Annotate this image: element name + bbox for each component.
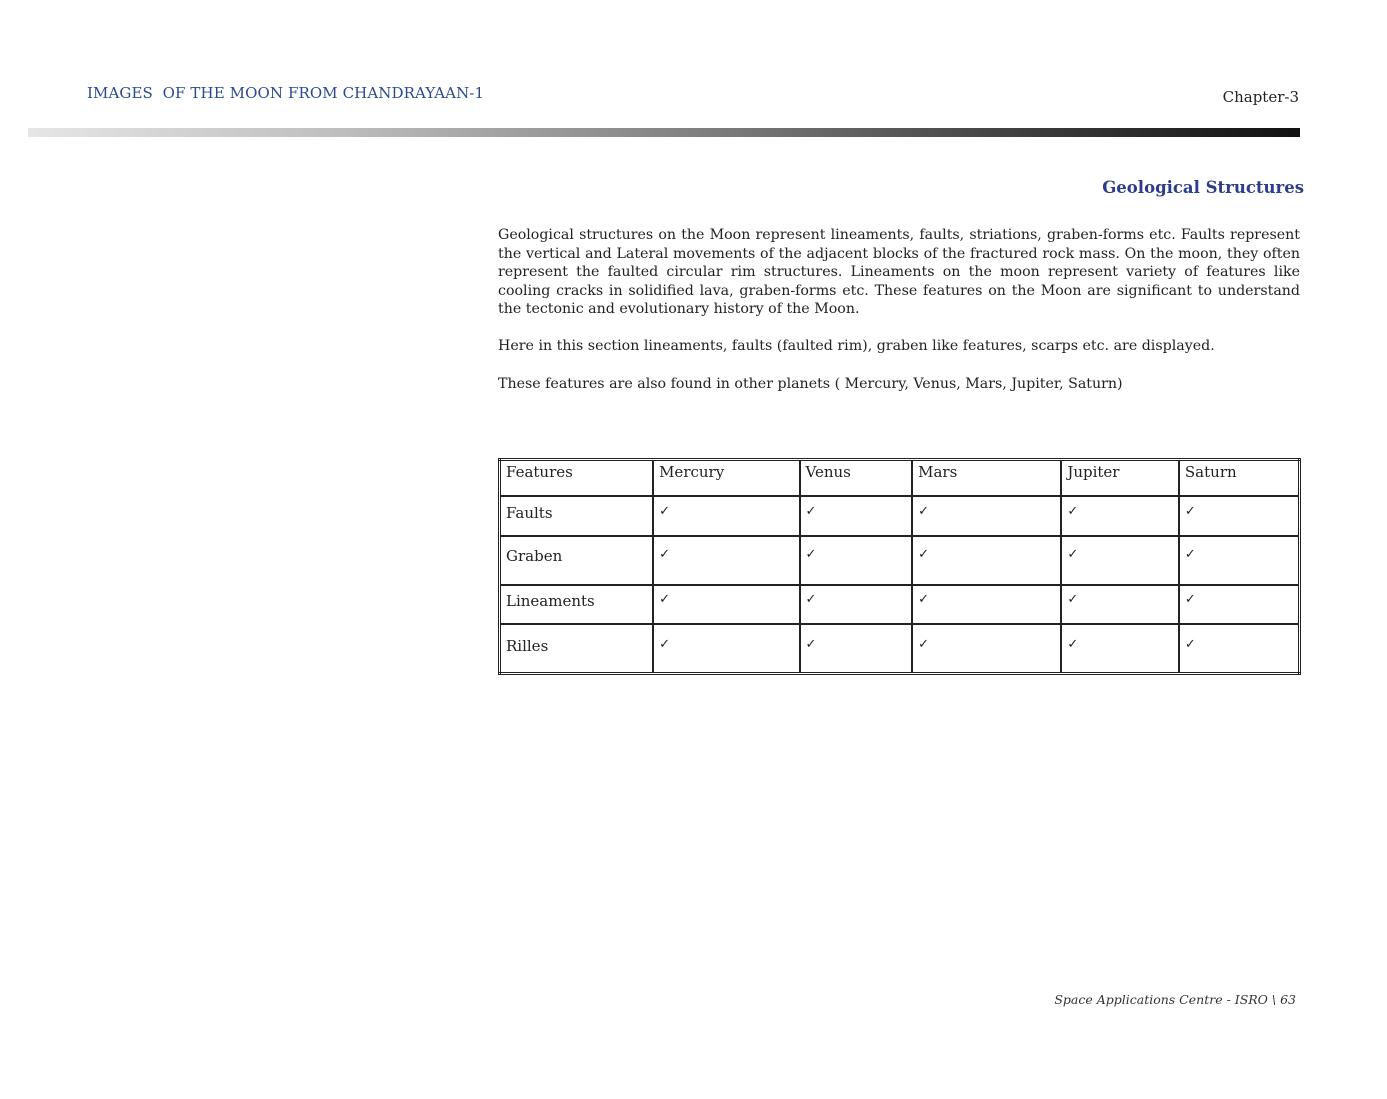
check-mark-icon: ✓ xyxy=(653,536,799,585)
check-mark-icon: ✓ xyxy=(1179,496,1300,536)
paragraph-planets: These features are also found in other planets ( Mercury, Venus, Mars, Jupiter, Saturn) xyxy=(498,375,1123,392)
features-table xyxy=(498,458,1301,675)
book-title: IMAGES OF THE MOON FROM CHANDRAYAAN-1 xyxy=(87,84,485,102)
table-header-row xyxy=(500,460,1300,497)
paragraph-display: Here in this section lineaments, faults (faulted rim), graben like features, scarps etc. are displayed. xyxy=(498,338,1215,355)
feature-name-cell: Lineaments xyxy=(500,585,654,624)
check-mark-icon: ✓ xyxy=(912,496,1061,536)
paragraph-intro: Geological structures on the Moon represent lineaments, faults, striations, graben-forms etc. Faults represent the vertical and Lateral movements of the adjacent blocks of the fractured rock mass. On the moon, they often represent the faulted circular rim structures. Lineaments on the moon represent variety of features like cooling cracks in solidified lava, graben-forms etc. These features on the Moon are significant to understand the tectonic and evolutionary history of the Moon. xyxy=(498,227,1300,318)
check-mark-icon: ✓ xyxy=(912,585,1061,624)
table-row xyxy=(500,496,1300,536)
check-mark-icon: ✓ xyxy=(1061,624,1179,674)
table-row xyxy=(500,585,1300,624)
check-mark-icon: ✓ xyxy=(800,496,913,536)
table-header-cell: Saturn xyxy=(1179,460,1300,497)
check-mark-icon: ✓ xyxy=(800,624,913,674)
check-mark-icon: ✓ xyxy=(653,624,799,674)
table-header-cell: Venus xyxy=(800,460,913,497)
check-mark-icon: ✓ xyxy=(800,536,913,585)
header-gradient-bar xyxy=(28,128,1300,137)
section-body xyxy=(498,226,1300,412)
table-header-cell: Mars xyxy=(912,460,1061,497)
table-row xyxy=(500,536,1300,585)
check-mark-icon: ✓ xyxy=(1061,536,1179,585)
check-mark-icon: ✓ xyxy=(1061,496,1179,536)
check-mark-icon: ✓ xyxy=(1179,536,1300,585)
check-mark-icon: ✓ xyxy=(912,536,1061,585)
feature-name-cell: Rilles xyxy=(500,624,654,674)
check-mark-icon: ✓ xyxy=(1061,585,1179,624)
table-row xyxy=(500,624,1300,674)
check-mark-icon: ✓ xyxy=(653,496,799,536)
check-mark-icon: ✓ xyxy=(912,624,1061,674)
check-mark-icon: ✓ xyxy=(800,585,913,624)
feature-name-cell: Faults xyxy=(500,496,654,536)
chapter-label: Chapter-3 xyxy=(1222,88,1299,106)
table-header-cell: Mercury xyxy=(653,460,799,497)
check-mark-icon: ✓ xyxy=(1179,585,1300,624)
check-mark-icon: ✓ xyxy=(653,585,799,624)
table-header-cell: Features xyxy=(500,460,654,497)
section-title: Geological Structures xyxy=(1102,178,1304,197)
feature-name-cell: Graben xyxy=(500,536,654,585)
page-footer: Space Applications Centre - ISRO \ 63 xyxy=(1054,992,1296,1007)
table-header-cell: Jupiter xyxy=(1061,460,1179,497)
check-mark-icon: ✓ xyxy=(1179,624,1300,674)
